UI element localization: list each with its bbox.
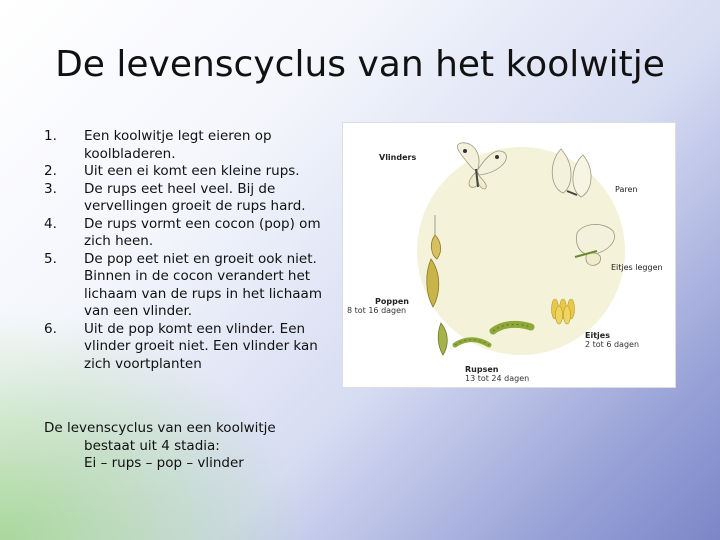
list-item — [44, 216, 344, 251]
step-text: De rups eet heel veel. Bij de vervellingen groeit de rups hard. — [84, 180, 306, 214]
list-item — [44, 321, 344, 374]
step-number: 1. — [44, 128, 57, 144]
lifecycle-figure — [342, 122, 676, 388]
list-item — [44, 128, 344, 163]
label-rupsen-duur: 13 tot 24 dagen — [465, 374, 530, 383]
summary-line: Ei – rups – pop – vlinder — [84, 455, 244, 471]
label-rupsen: Rupsen 13 tot 24 dagen — [465, 365, 530, 383]
step-text: De pop eet niet en groeit ook niet. Binnen in de cocon verandert het lichaam van de rups in het lichaam van een vlinder. — [84, 250, 322, 319]
summary-line: De levenscyclus van een koolwitje — [44, 420, 276, 436]
steps-list — [44, 128, 344, 373]
summary-text — [44, 420, 344, 473]
list-item — [44, 181, 344, 216]
list-item — [44, 251, 344, 321]
summary-line: bestaat uit 4 stadia: — [84, 437, 220, 454]
label-poppen-duur: 8 tot 16 dagen — [347, 306, 407, 315]
step-number: 6. — [44, 320, 57, 337]
label-vlinders: Vlinders — [379, 153, 417, 162]
step-text: Uit de pop komt een vlinder. Een vlinder groeit niet. Een vlinder kan zich voortplanten — [84, 320, 318, 372]
step-number: 2. — [44, 163, 57, 179]
step-text: De rups vormt een cocon (pop) om zich heen. — [84, 215, 321, 249]
step-text: Uit een ei komt een kleine rups. — [84, 163, 300, 179]
list-item — [44, 163, 344, 181]
step-number: 3. — [44, 180, 57, 197]
step-number: 5. — [44, 250, 57, 267]
label-poppen: Poppen 8 tot 16 dagen — [347, 297, 409, 315]
slide-title: De levenscyclus van het koolwitje — [55, 44, 665, 85]
label-eitjes-duur: 2 tot 6 dagen — [585, 340, 640, 349]
label-eitjes-leggen: Eitjes leggen — [611, 263, 663, 272]
label-eitjes: Eitjes 2 tot 6 dagen — [585, 331, 640, 349]
step-text: Een koolwitje legt eieren op koolbladeren. — [84, 128, 272, 162]
label-paren: Paren — [615, 185, 638, 194]
step-number: 4. — [44, 215, 57, 232]
